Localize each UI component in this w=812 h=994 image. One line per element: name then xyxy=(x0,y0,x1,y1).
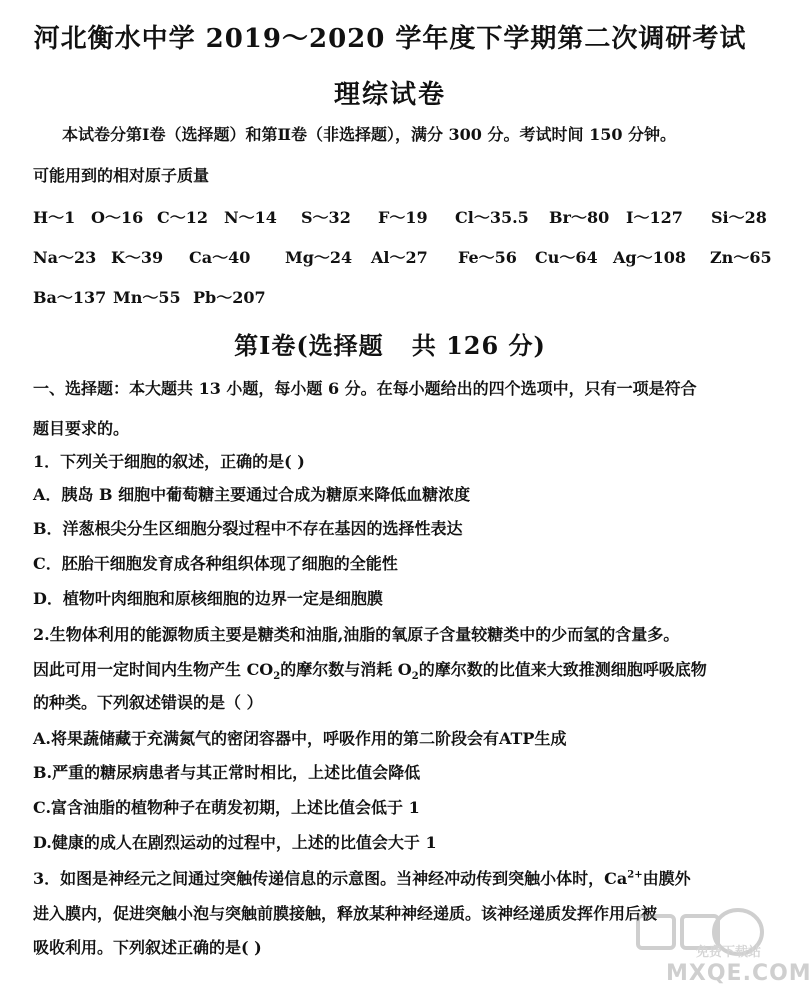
question-2-text: 因此可用一定时间内生物产生 CO xyxy=(33,660,274,679)
question-2-stem: 2.生物体利用的能源物质主要是糖类和油脂,油脂的氧原子含量较糖类中的少而氢的含量多。 xyxy=(33,625,680,644)
question-1-stem: 1．下列关于细胞的叙述，正确的是( ) xyxy=(33,452,305,471)
atomic-masses-row-1 xyxy=(33,205,772,227)
atomic-mass-item: I～127 xyxy=(626,208,683,227)
watermark-subtext: 免费下载站 xyxy=(696,945,762,960)
question-3-text: 由膜外 xyxy=(642,869,691,888)
atomic-mass-item: Ca～40 xyxy=(189,248,251,267)
question-2-text: 的摩尔数的比值来大致推测细胞呼吸底物 xyxy=(418,660,707,679)
atomic-mass-item: Mn～55 xyxy=(113,288,181,307)
question-2-option-a: A.将果蔬储藏于充满氮气的密闭容器中，呼吸作用的第二阶段会有ATP生成 xyxy=(33,729,567,748)
superscript: 2+ xyxy=(627,869,643,881)
atomic-masses-row-3 xyxy=(33,285,772,307)
atomic-mass-item: Si～28 xyxy=(711,208,767,227)
question-1-option-d: D．植物叶肉细胞和原核细胞的边界一定是细胞膜 xyxy=(33,589,383,608)
question-3-stem xyxy=(33,868,772,890)
section-instructions-cont: 题目要求的。 xyxy=(33,419,130,438)
atomic-mass-item: Ag～108 xyxy=(613,248,687,267)
question-2-option-d: D.健康的成人在剧烈运动的过程中，上述的比值会大于 1 xyxy=(33,833,437,852)
exam-subtitle: 理综试卷 xyxy=(333,80,446,110)
question-3-stem-cont: 进入膜内，促进突触小泡与突触前膜接触，释放某种神经递质。该神经递质发挥作用后被 xyxy=(33,904,658,923)
exam-title: 河北衡水中学 2019～2020 学年度下学期第二次调研考试 xyxy=(33,24,747,54)
atomic-mass-item: Fe～56 xyxy=(458,248,517,267)
question-1-option-a: A．胰岛 B 细胞中葡萄糖主要通过合成为糖原来降低血糖浓度 xyxy=(33,485,471,504)
section-title: 第Ⅰ卷(选择题 共 126 分) xyxy=(234,331,546,360)
question-3-text: 3．如图是神经元之间通过突触传递信息的示意图。当神经冲动传到突触小体时，Ca xyxy=(33,869,628,888)
question-2-text: 的摩尔数与消耗 O xyxy=(280,660,412,679)
atomic-mass-item: Cl～35.5 xyxy=(455,208,529,227)
atomic-mass-item: Pb～207 xyxy=(193,288,266,307)
exam-notice: 本试卷分第Ⅰ卷（选择题）和第Ⅱ卷（非选择题），满分 300 分。考试时间 150 分钟。 xyxy=(62,125,677,144)
atomic-mass-item: S～32 xyxy=(301,208,351,227)
atomic-mass-item: K～39 xyxy=(111,248,164,267)
subscript: 2 xyxy=(273,671,281,683)
atomic-mass-item: H～1 xyxy=(33,208,76,227)
question-2-stem-end: 的种类。下列叙述错误的是（ ） xyxy=(33,693,263,712)
atomic-mass-item: O～16 xyxy=(91,208,144,227)
question-1-option-c: C．胚胎干细胞发育成各种组织体现了细胞的全能性 xyxy=(33,554,398,573)
question-1-option-b: B．洋葱根尖分生区细胞分裂过程中不存在基因的选择性表达 xyxy=(33,519,463,538)
atomic-mass-item: Al～27 xyxy=(371,248,428,267)
atomic-masses-heading: 可能用到的相对原子质量 xyxy=(33,166,210,185)
question-2-stem-cont xyxy=(33,659,772,681)
atomic-mass-item: C～12 xyxy=(157,208,209,227)
atomic-mass-item: Mg～24 xyxy=(285,248,353,267)
subscript: 2 xyxy=(411,671,419,683)
section-instructions: 一、选择题：本大题共 13 小题，每小题 6 分。在每小题给出的四个选项中，只有一项是符合 xyxy=(33,379,697,398)
atomic-masses-row-2 xyxy=(33,245,772,267)
watermark-text: MXQE.COM xyxy=(666,961,812,986)
atomic-mass-item: Na～23 xyxy=(33,248,97,267)
atomic-mass-item: Ba～137 xyxy=(33,288,107,307)
atomic-mass-item: Zn～65 xyxy=(710,248,772,267)
question-2-option-c: C.富含油脂的植物种子在萌发初期，上述比值会低于 1 xyxy=(33,798,420,817)
atomic-mass-item: Cu～64 xyxy=(535,248,598,267)
question-2-option-b: B.严重的糖尿病患者与其正常时相比，上述比值会降低 xyxy=(33,763,421,782)
atomic-mass-item: Br～80 xyxy=(549,208,610,227)
question-3-stem-end: 吸收利用。下列叙述正确的是( ) xyxy=(33,938,262,957)
atomic-mass-item: N～14 xyxy=(224,208,277,227)
atomic-mass-item: F～19 xyxy=(378,208,428,227)
